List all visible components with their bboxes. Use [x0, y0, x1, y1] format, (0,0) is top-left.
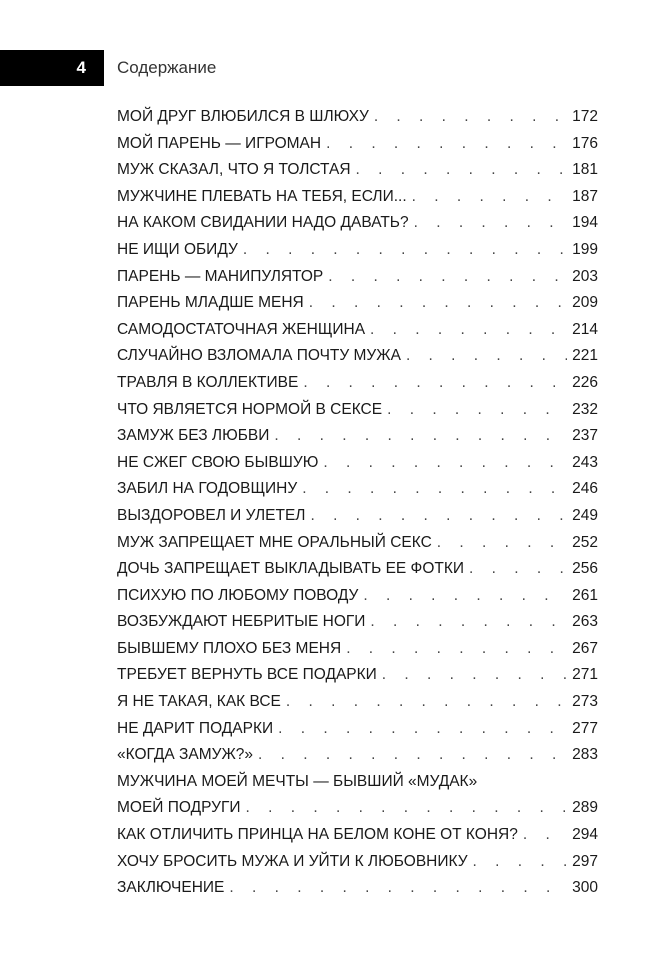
toc-entry	[117, 769, 598, 822]
toc-entry-row	[117, 609, 598, 636]
toc-entry-row	[117, 131, 598, 158]
toc-entry-row	[117, 104, 598, 131]
toc-entry	[117, 530, 598, 557]
toc-entry-page: 277	[572, 719, 598, 737]
toc-entry-title: ПАРЕНЬ МЛАДШЕ МЕНЯ	[117, 294, 304, 312]
dot-leader	[286, 689, 567, 716]
toc-entry-page: 176	[572, 134, 598, 152]
toc-entry-row	[117, 397, 598, 424]
toc-entry-page: 203	[572, 267, 598, 285]
toc-entry-row	[117, 157, 598, 184]
toc-entry-title: КАК ОТЛИЧИТЬ ПРИНЦА НА БЕЛОМ КОНЕ ОТ КОНЯ?	[117, 826, 518, 844]
toc-entry-title: ТРЕБУЕТ ВЕРНУТЬ ВСЕ ПОДАРКИ	[117, 666, 377, 684]
toc-entry-row	[117, 450, 598, 477]
dot-leader	[274, 423, 567, 450]
page-header	[0, 50, 667, 86]
toc-entry-page: 267	[572, 639, 598, 657]
toc-entry	[117, 184, 598, 211]
toc-entry	[117, 370, 598, 397]
toc-entry-row	[117, 210, 598, 237]
dot-leader	[326, 131, 567, 158]
toc-entry	[117, 742, 598, 769]
toc-entry	[117, 689, 598, 716]
dot-leader	[414, 210, 568, 237]
toc-entry-page: 232	[572, 400, 598, 418]
toc-entry-title: БЫВШЕМУ ПЛОХО БЕЗ МЕНЯ	[117, 639, 342, 657]
toc-entry-page: 283	[572, 746, 598, 764]
toc-entry-page: 243	[572, 453, 598, 471]
toc-entry-title: НЕ СЖЕГ СВОЮ БЫВШУЮ	[117, 453, 319, 471]
toc-entry	[117, 849, 598, 876]
toc-entry-row	[117, 237, 598, 264]
toc-entry-page: 226	[572, 373, 598, 391]
toc-entry-title: МОЙ ПАРЕНЬ — ИГРОМАН	[117, 134, 322, 152]
dot-leader	[412, 184, 567, 211]
toc-entry-row	[117, 689, 598, 716]
toc-entry-page: 181	[572, 161, 598, 179]
toc-entry-row	[117, 530, 598, 557]
dot-leader	[523, 822, 567, 849]
toc-entry-title: ВОЗБУЖДАЮТ НЕБРИТЫЕ НОГИ	[117, 613, 366, 631]
toc-entry-page: 252	[572, 533, 598, 551]
toc-entry-row	[117, 503, 598, 530]
toc-entry-page: 187	[572, 187, 598, 205]
toc-entry	[117, 317, 598, 344]
toc-entry	[117, 290, 598, 317]
toc-entry-row	[117, 264, 598, 291]
toc-entry-row	[117, 662, 598, 689]
toc-entry-title: ВЫЗДОРОВЕЛ И УЛЕТЕЛ	[117, 506, 306, 524]
dot-leader	[356, 157, 568, 184]
toc-entry-row	[117, 317, 598, 344]
toc-entry	[117, 450, 598, 477]
toc-entry-page: 294	[572, 826, 598, 844]
toc-entry-row	[117, 423, 598, 450]
toc-entry-page: 221	[572, 347, 598, 365]
toc-entry	[117, 343, 598, 370]
toc-entry-row	[117, 476, 598, 503]
toc-entry-title: «КОГДА ЗАМУЖ?»	[117, 746, 254, 764]
toc-entry-page: 199	[572, 240, 598, 258]
toc-entry	[117, 822, 598, 849]
toc-entry-page: 289	[572, 799, 598, 817]
toc-entry	[117, 609, 598, 636]
toc-entry-title: ПАРЕНЬ — МАНИПУЛЯТОР	[117, 267, 324, 285]
toc-entry-page: 273	[572, 693, 598, 711]
dot-leader	[374, 104, 567, 131]
toc-entry-title: ПСИХУЮ ПО ЛЮБОМУ ПОВОДУ	[117, 586, 359, 604]
toc-entry-row	[117, 370, 598, 397]
toc-entry-row	[117, 636, 598, 663]
toc-entry-page: 194	[572, 214, 598, 232]
dot-leader	[406, 343, 567, 370]
toc-entry-row	[117, 822, 598, 849]
toc-entry-title-line1: МУЖЧИНА МОЕЙ МЕЧТЫ — БЫВШИЙ «МУДАК»	[117, 772, 478, 790]
toc-entry-row	[117, 849, 598, 876]
toc-entry-title: МУЖ ЗАПРЕЩАЕТ МНЕ ОРАЛЬНЫЙ СЕКС	[117, 533, 432, 551]
toc-entry-title: ХОЧУ БРОСИТЬ МУЖА И УЙТИ К ЛЮБОВНИКУ	[117, 852, 468, 870]
dot-leader	[229, 875, 567, 902]
dot-leader	[328, 264, 567, 291]
toc-entry	[117, 556, 598, 583]
toc-entry-page: 300	[572, 879, 598, 897]
toc-entry-row	[117, 875, 598, 902]
toc-entry	[117, 423, 598, 450]
dot-leader	[323, 450, 567, 477]
toc-entry-title: НЕ ДАРИТ ПОДАРКИ	[117, 719, 274, 737]
toc-entry-title: НЕ ИЩИ ОБИДУ	[117, 240, 238, 258]
toc-entry-page: 256	[572, 560, 598, 578]
toc-entry-page: 214	[572, 320, 598, 338]
dot-leader	[309, 290, 567, 317]
dot-leader	[278, 716, 567, 743]
toc-entry-title: НА КАКОМ СВИДАНИИ НАДО ДАВАТЬ?	[117, 214, 409, 232]
toc-entry	[117, 583, 598, 610]
toc-entry	[117, 716, 598, 743]
toc-entry	[117, 476, 598, 503]
toc-entry	[117, 131, 598, 158]
toc-entry	[117, 503, 598, 530]
dot-leader	[370, 609, 567, 636]
dot-leader	[363, 583, 567, 610]
page-number: 4	[0, 50, 104, 86]
toc-entry-page: 271	[572, 666, 598, 684]
dot-leader	[469, 556, 567, 583]
toc-entry-row	[117, 583, 598, 610]
toc-entry-title: ТРАВЛЯ В КОЛЛЕКТИВЕ	[117, 373, 299, 391]
dot-leader	[382, 662, 567, 689]
toc-entry	[117, 157, 598, 184]
toc-entry-title: МОЙ ДРУГ ВЛЮБИЛСЯ В ШЛЮХУ	[117, 108, 369, 125]
dot-leader	[258, 742, 567, 769]
toc-entry-row	[117, 343, 598, 370]
toc-entry-page: 261	[572, 586, 598, 604]
dot-leader	[370, 317, 567, 344]
dot-leader	[246, 795, 568, 822]
toc-entry	[117, 662, 598, 689]
toc-entry-row	[117, 184, 598, 211]
toc-entry	[117, 237, 598, 264]
dot-leader	[346, 636, 567, 663]
toc-entry-row	[117, 716, 598, 743]
toc-entry-page: 263	[572, 613, 598, 631]
toc-entry-title: Я НЕ ТАКАЯ, КАК ВСЕ	[117, 693, 281, 711]
toc-entry-page: 297	[572, 852, 598, 870]
toc-entry	[117, 875, 598, 902]
toc-entry-row	[117, 742, 598, 769]
toc-entry	[117, 397, 598, 424]
toc-entry	[117, 210, 598, 237]
dot-leader	[387, 397, 567, 424]
toc-entry	[117, 104, 598, 131]
toc-entry-page: 249	[572, 506, 598, 524]
dot-leader	[310, 503, 567, 530]
toc-entry-title: ЗАБИЛ НА ГОДОВЩИНУ	[117, 480, 298, 498]
dot-leader	[243, 237, 567, 264]
toc-entry-page: 246	[572, 480, 598, 498]
toc-entry-row	[117, 290, 598, 317]
toc-entry-title: МУЖЧИНЕ ПЛЕВАТЬ НА ТЕБЯ, ЕСЛИ...	[117, 187, 407, 205]
toc-entry	[117, 636, 598, 663]
toc-entry-row	[117, 556, 598, 583]
toc-entry-row	[117, 795, 598, 822]
section-title: Содержание	[117, 58, 217, 77]
toc-entry-title: СЛУЧАЙНО ВЗЛОМАЛА ПОЧТУ МУЖА	[117, 347, 401, 365]
toc-entry-page: 237	[572, 427, 598, 445]
toc-entry	[117, 264, 598, 291]
toc-entry-title: ЧТО ЯВЛЯЕТСЯ НОРМОЙ В СЕКСЕ	[117, 400, 383, 418]
dot-leader	[473, 849, 568, 876]
dot-leader	[302, 476, 567, 503]
toc-entry-title: ДОЧЬ ЗАПРЕЩАЕТ ВЫКЛАДЫВАТЬ ЕЕ ФОТКИ	[117, 560, 465, 578]
dot-leader	[303, 370, 567, 397]
dot-leader	[437, 530, 567, 557]
toc-entry-title: ЗАКЛЮЧЕНИЕ	[117, 879, 225, 897]
table-of-contents	[117, 104, 598, 902]
toc-entry-title: МУЖ СКАЗАЛ, ЧТО Я ТОЛСТАЯ	[117, 161, 351, 179]
toc-entry-title: САМОДОСТАТОЧНАЯ ЖЕНЩИНА	[117, 320, 366, 338]
toc-entry-page: 209	[572, 294, 598, 312]
toc-entry-title: ЗАМУЖ БЕЗ ЛЮБВИ	[117, 427, 270, 445]
toc-entry-title: МОЕЙ ПОДРУГИ	[117, 799, 241, 817]
toc-entry-page: 172	[572, 108, 598, 125]
